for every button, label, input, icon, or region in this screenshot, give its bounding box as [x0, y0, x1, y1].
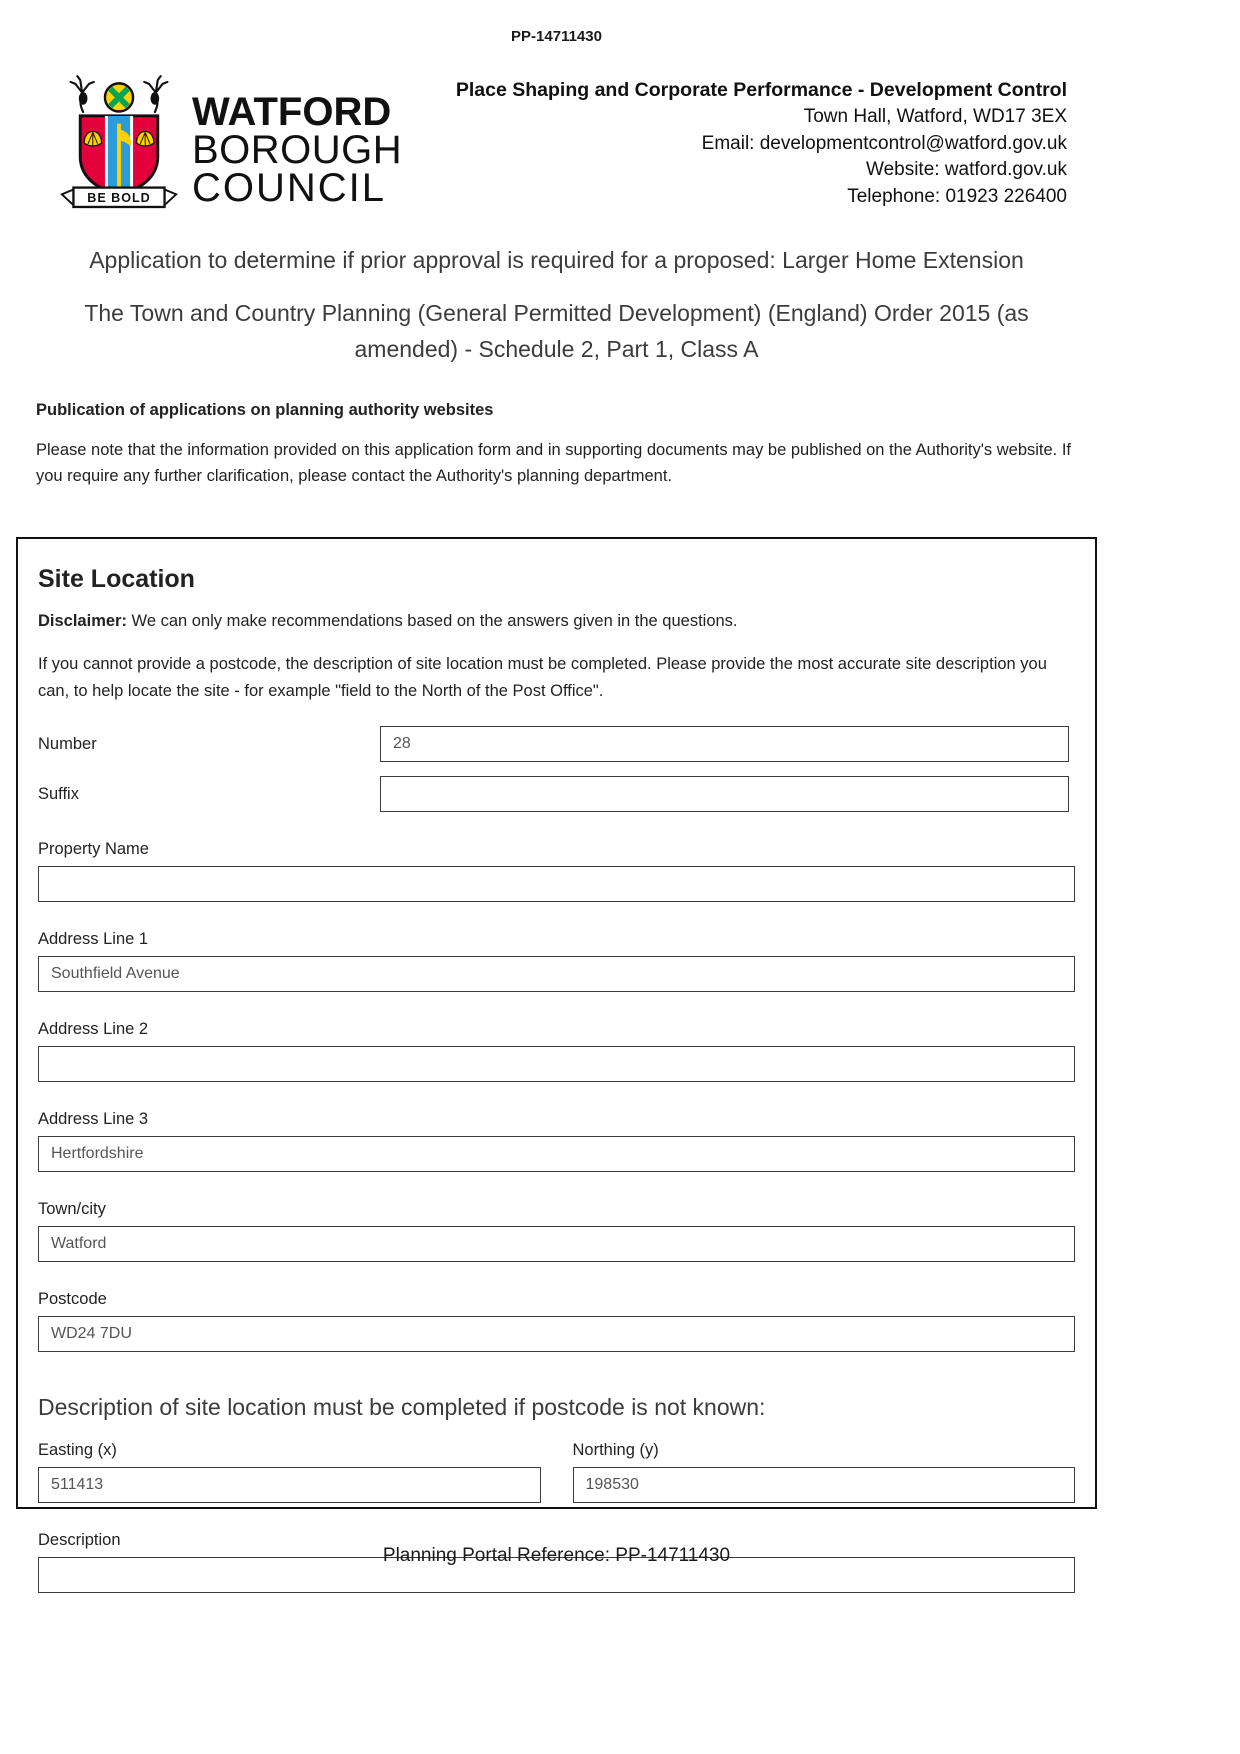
- watford-crest-icon: [56, 75, 182, 211]
- site-location-intro: If you cannot provide a postcode, the description of site location must be completed. Please provide the most accurate site description you can, to help locate the site - for example "field to the North of the Post Office".: [38, 655, 1047, 700]
- council-website: Website: watford.gov.uk: [865, 159, 1067, 181]
- property-name-label: Property Name: [38, 840, 149, 859]
- suffix-input[interactable]: [380, 776, 1069, 812]
- postcode-field: [38, 1290, 1075, 1352]
- address-line-3-input[interactable]: [38, 1136, 1075, 1172]
- northing-field: [573, 1441, 1076, 1503]
- number-field-row: [38, 726, 1075, 762]
- motto-banner: [62, 188, 176, 207]
- council-telephone: Telephone: 01923 226400: [847, 186, 1067, 208]
- northing-input[interactable]: [573, 1467, 1076, 1503]
- coordinates-row: [38, 1441, 1075, 1503]
- town-city-field: [38, 1200, 1075, 1262]
- site-location-section: [16, 537, 1097, 1550]
- property-name-input[interactable]: [38, 866, 1075, 902]
- stag-right-icon: [144, 76, 167, 112]
- scallop-right-icon: [136, 131, 153, 146]
- postcode-input[interactable]: [38, 1316, 1075, 1352]
- crest-roundel-icon: [105, 83, 133, 111]
- wordmark-line2: BOROUGH: [192, 128, 403, 172]
- address-line-3-label: Address Line 3: [38, 1110, 149, 1129]
- site-location-heading: Site Location: [38, 565, 195, 594]
- council-address: Town Hall, Watford, WD17 3EX: [803, 106, 1067, 128]
- easting-label: Easting (x): [38, 1441, 117, 1460]
- address-line-1-label: Address Line 1: [38, 930, 149, 949]
- publication-note: Please note that the information provided on this application form and in supporting documents may be published on the Authority's website. If you require any further clarification, please contact the Authority's planning department.: [36, 441, 1072, 485]
- easting-input[interactable]: [38, 1467, 541, 1503]
- number-input[interactable]: [380, 726, 1069, 762]
- address-line-3-field: [38, 1110, 1075, 1172]
- publication-heading: Publication of applications on planning authority websites: [36, 401, 494, 420]
- wordmark-line1: WATFORD: [192, 90, 392, 134]
- northing-label: Northing (y): [572, 1441, 659, 1460]
- description-requirement-heading: Description of site location must be completed if postcode is not known:: [38, 1394, 766, 1421]
- town-city-label: Town/city: [38, 1200, 106, 1219]
- address-line-1-field: [38, 930, 1075, 992]
- watford-council-logo: [56, 75, 402, 211]
- page-content: [16, 0, 1097, 1567]
- description-label: Description: [38, 1531, 121, 1550]
- postcode-label: Postcode: [38, 1290, 107, 1309]
- address-line-1-input[interactable]: [38, 956, 1075, 992]
- planning-reference-top: PP-14711430: [511, 28, 602, 45]
- council-email: Email: developmentcontrol@watford.gov.uk: [701, 132, 1067, 154]
- council-contact-block: [456, 75, 1067, 211]
- wordmark-line3: COUNCIL: [192, 166, 387, 210]
- suffix-label: Suffix: [38, 784, 79, 803]
- suffix-field-row: [38, 776, 1075, 812]
- disclaimer: [38, 612, 1075, 631]
- property-name-field: [38, 840, 1075, 902]
- easting-field: [38, 1441, 541, 1503]
- disclaimer-text: We can only make recommendations based on the answers given in the questions.: [126, 612, 738, 631]
- application-subtitle: The Town and Country Planning (General Permitted Development) (England) Order 2015 (as amended) - Schedule 2, Part 1, Class A: [84, 300, 1029, 362]
- number-label: Number: [38, 734, 97, 753]
- application-title: Application to determine if prior approval is required for a proposed: Larger Home Extension: [89, 247, 1024, 273]
- page-header: [16, 75, 1097, 211]
- scallop-left-icon: [84, 131, 101, 146]
- town-city-input[interactable]: [38, 1226, 1075, 1262]
- department-name: Place Shaping and Corporate Performance - Development Control: [455, 79, 1067, 101]
- planning-portal-reference-footer: Planning Portal Reference: PP-14711430: [382, 1545, 731, 1567]
- stag-left-icon: [71, 76, 94, 112]
- disclaimer-label: Disclaimer:: [38, 612, 127, 631]
- address-line-2-field: [38, 1020, 1075, 1082]
- address-line-2-label: Address Line 2: [38, 1020, 149, 1039]
- address-line-2-input[interactable]: [38, 1046, 1075, 1082]
- council-wordmark: [192, 90, 403, 210]
- motto-text: BE BOLD: [87, 191, 151, 206]
